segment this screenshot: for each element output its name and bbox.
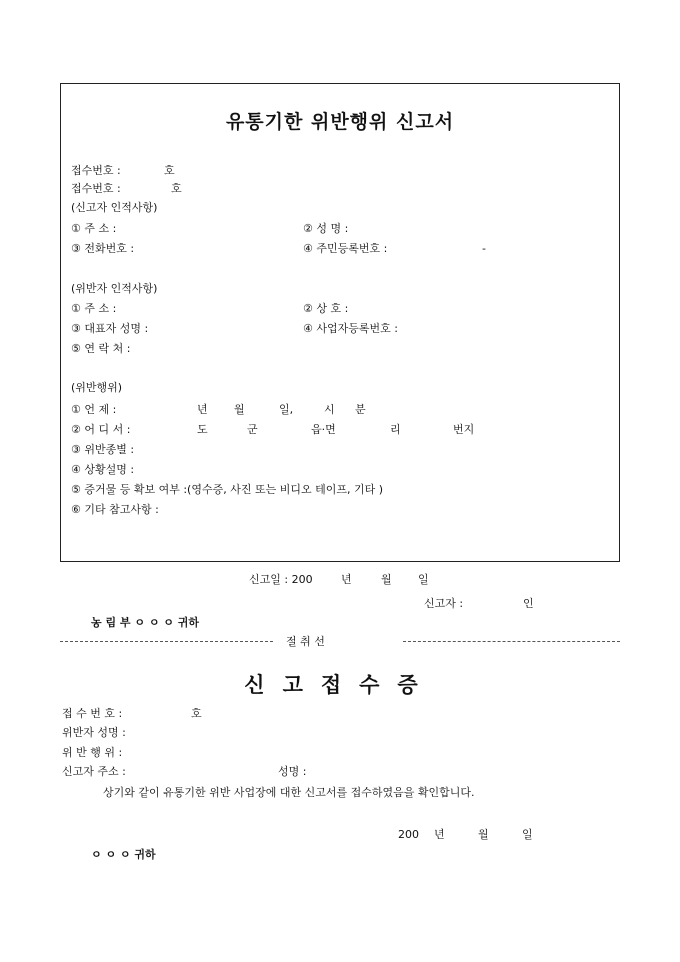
form-title: 유통기한 위반행위 신고서: [225, 111, 455, 133]
violator-contact-label: ⑤ 연 락 처 :: [71, 342, 131, 355]
receipt-no-unit-2: 호: [171, 182, 182, 195]
violation-when-hour: 시: [324, 403, 335, 416]
violator-heading: (위반자 인적사항): [71, 282, 158, 295]
violation-where-lot: 번지: [453, 423, 475, 436]
addressee: 농 림 부 ㅇ ㅇ ㅇ 귀하: [91, 616, 199, 629]
reporter-sign-label: 신고자 :: [424, 597, 464, 610]
report-date-label: 신고일 : 200: [249, 573, 313, 586]
receipt-name-label: 성명 :: [278, 765, 307, 778]
receipt-violation-label: 위 반 행 위 :: [62, 746, 123, 759]
receipt-date-day: 일: [522, 828, 533, 841]
receipt-confirmation: 상기와 같이 유통기한 위반 사업장에 대한 신고서를 접수하였음을 확인합니다.: [103, 786, 475, 799]
violator-address-label: ① 주 소 :: [71, 302, 117, 315]
reporter-phone-label: ③ 전화번호 :: [71, 242, 135, 255]
receipt-title: 신고접수증: [244, 672, 436, 697]
violation-evidence-label: ⑤ 증거물 등 확보 여부 :(영수증, 사진 또는 비디오 테이프, 기타 ): [71, 483, 384, 496]
report-date-month: 월: [381, 573, 392, 586]
receipt-no-unit-1: 호: [164, 164, 175, 177]
violation-where-label: ② 어 디 서 :: [71, 423, 131, 436]
receipt-no-unit: 호: [191, 707, 202, 720]
violator-business-name-label: ② 상 호 :: [303, 302, 349, 315]
cut-line-text: 절 취 선: [286, 635, 325, 648]
reporter-resident-no-label: ④ 주민등록번호 :: [303, 242, 388, 255]
violation-when-month: 월: [234, 403, 245, 416]
receipt-no-label-1: 접수번호 :: [71, 164, 121, 177]
reporter-seal: 인: [523, 597, 534, 610]
receipt-date-year: 년: [434, 828, 445, 841]
violation-other-label: ⑥ 기타 참고사항 :: [71, 503, 159, 516]
violation-when-day: 일,: [279, 403, 294, 416]
reporter-name-label: ② 성 명 :: [303, 222, 349, 235]
receipt-no-label: 접 수 번 호 :: [62, 707, 123, 720]
violation-situation-label: ④ 상황설명 :: [71, 463, 135, 476]
violator-business-reg-no-label: ④ 사업자등록번호 :: [303, 322, 398, 335]
receipt-addressee: ㅇ ㅇ ㅇ 귀하: [91, 848, 156, 861]
receipt-reporter-address-label: 신고자 주소 :: [62, 765, 126, 778]
receipt-date-month: 월: [478, 828, 489, 841]
violation-where-county: 군: [247, 423, 258, 436]
cut-line-right: [403, 641, 620, 642]
violation-when-year: 년: [197, 403, 208, 416]
violation-type-label: ③ 위반종별 :: [71, 443, 135, 456]
receipt-violator-name-label: 위반자 성명 :: [62, 726, 126, 739]
receipt-date-prefix: 200: [398, 828, 419, 841]
reporter-address-label: ① 주 소 :: [71, 222, 117, 235]
cut-line-left: [60, 641, 273, 642]
report-date-day: 일: [418, 573, 429, 586]
receipt-no-label-2: 접수번호 :: [71, 182, 121, 195]
violation-where-province: 도: [197, 423, 208, 436]
report-date-year: 년: [341, 573, 352, 586]
reporter-heading: (신고자 인적사항): [71, 201, 158, 214]
violation-when-minute: 분: [355, 403, 366, 416]
reporter-resident-no-dash: -: [482, 242, 486, 255]
violation-where-village: 리: [390, 423, 401, 436]
violation-when-label: ① 언 제 :: [71, 403, 117, 416]
violation-where-town: 읍·면: [311, 423, 336, 436]
violation-heading: (위반행위): [71, 381, 123, 394]
violator-representative-label: ③ 대표자 성명 :: [71, 322, 149, 335]
